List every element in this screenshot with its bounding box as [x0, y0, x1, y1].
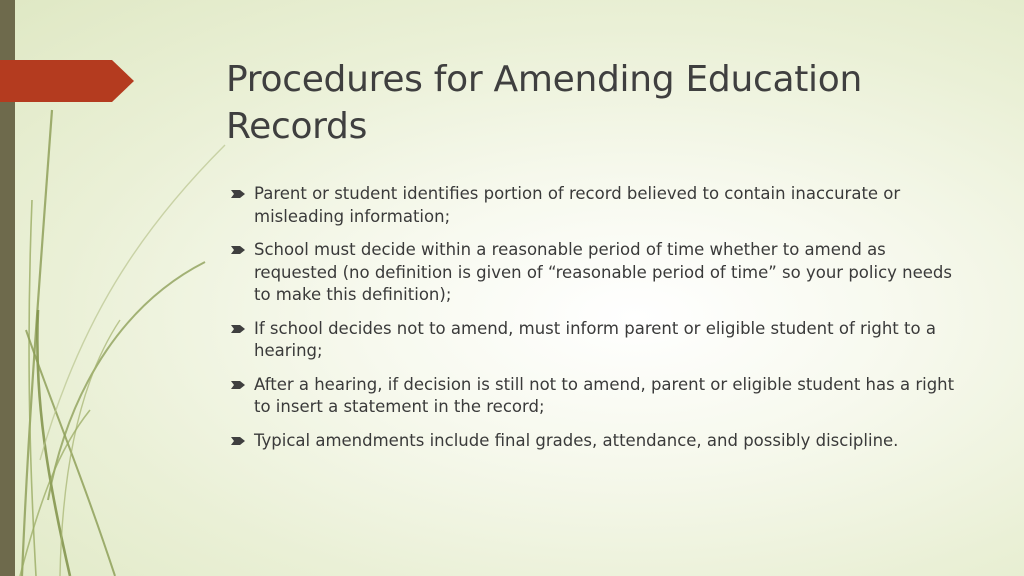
bullet-list — [230, 183, 955, 463]
arrowhead-bullet-icon — [230, 324, 246, 334]
list-item — [230, 374, 955, 419]
list-item — [230, 430, 955, 453]
bullet-text: School must decide within a reasonable period of time whether to amend as requested (no definition is given of “reasonable period of time” so your policy needs to make this definition); — [254, 240, 952, 304]
bullet-text: If school decides not to amend, must inform parent or eligible student of right to a hearing; — [254, 318, 936, 360]
arrowhead-bullet-icon — [230, 436, 246, 446]
slide-title: Procedures for Amending Education Records — [226, 59, 862, 147]
list-item — [230, 239, 955, 307]
arrowhead-bullet-icon — [230, 189, 246, 199]
bullet-text: Typical amendments include final grades, attendance, and possibly discipline. — [254, 430, 899, 450]
arrowhead-bullet-icon — [230, 380, 246, 390]
list-item — [230, 183, 955, 228]
bullet-text: After a hearing, if decision is still not to amend, parent or eligible student has a right to insert a statement in the record; — [254, 374, 955, 416]
arrowhead-bullet-icon — [230, 245, 246, 255]
accent-arrow-banner — [0, 60, 134, 102]
bullet-text: Parent or student identifies portion of record believed to contain inaccurate or misleading information; — [254, 184, 901, 226]
list-item — [230, 318, 955, 363]
